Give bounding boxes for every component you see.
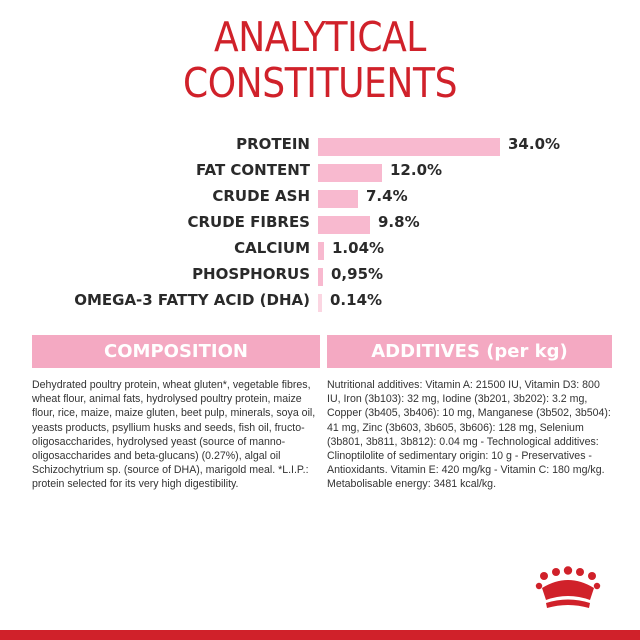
- crown-logo-icon: [528, 566, 608, 614]
- constituent-value: 1.04%: [332, 239, 385, 257]
- constituent-row: [0, 290, 640, 316]
- constituent-row: [0, 264, 640, 290]
- constituent-value: 9.8%: [378, 213, 420, 231]
- constituent-bar: [318, 268, 323, 286]
- constituent-row: [0, 134, 640, 160]
- additives-heading: ADDITIVES (per kg): [327, 335, 612, 368]
- constituent-value: 0.14%: [330, 291, 383, 309]
- constituent-label: OMEGA-3 FATTY ACID (DHA): [74, 291, 310, 309]
- composition-text: Dehydrated poultry protein, wheat gluten*, vegetable fibres, wheat flour, animal fats, hydrolysed poultry protein, maize flour, rice, maize, maize gluten, beet pulp, minerals, soya oil, yeasts products, psyllium husks and seeds, fish oil, fructo-oligosaccharides, hydrolysed yeast (source of manno-oligosaccharides and beta-glucans) (0.27%), algal oil Schizochytrium sp. (source of DHA), marigold meal. *L.I.P.: protein selected for its very high digestibility.: [32, 379, 316, 491]
- constituent-value: 0,95%: [331, 265, 384, 283]
- constituent-value: 7.4%: [366, 187, 408, 205]
- constituent-row: [0, 186, 640, 212]
- constituent-row: [0, 160, 640, 186]
- constituent-bar: [318, 294, 322, 312]
- constituent-label: FAT CONTENT: [195, 161, 310, 179]
- constituent-bar: [318, 242, 324, 260]
- constituent-label: CALCIUM: [234, 239, 310, 257]
- title-line-1: ANALYTICAL: [214, 13, 426, 61]
- title-line-2: CONSTITUENTS: [182, 59, 458, 107]
- constituent-label: PROTEIN: [236, 135, 310, 153]
- constituent-label: PHOSPHORUS: [192, 265, 310, 283]
- composition-heading: COMPOSITION: [32, 335, 320, 368]
- constituent-label: CRUDE ASH: [212, 187, 310, 205]
- page-title: [38, 14, 601, 106]
- constituent-bar: [318, 164, 382, 182]
- constituent-value: 12.0%: [390, 161, 443, 179]
- constituent-bar: [318, 190, 358, 208]
- constituent-bar: [318, 138, 500, 156]
- footer-bar: [0, 630, 640, 640]
- constituent-row: [0, 238, 640, 264]
- constituent-label: CRUDE FIBRES: [187, 213, 310, 231]
- constituent-value: 34.0%: [508, 135, 561, 153]
- additives-text: Nutritional additives: Vitamin A: 21500 IU, Vitamin D3: 800 IU, Iron (3b103): 32 mg, Iodine (3b201, 3b202): 3.2 mg, Copper (3b405, 3b406): 10 mg, Manganese (3b502, 3b504): 41 mg, Zinc (3b603, 3b605, 3b606): 128 mg, Selenium (3b801, 3b811, 3b812): 0.04 mg - Technological additives: Clinoptilolite of sedimentary origin: 10 g - Preservatives - Antioxidants. Vitamin E: 420 mg/kg - Vitamin C: 180 mg/kg. Metabolisable energy: 3481 kcal/kg.: [327, 379, 611, 491]
- constituent-bar: [318, 216, 370, 234]
- constituent-row: [0, 212, 640, 238]
